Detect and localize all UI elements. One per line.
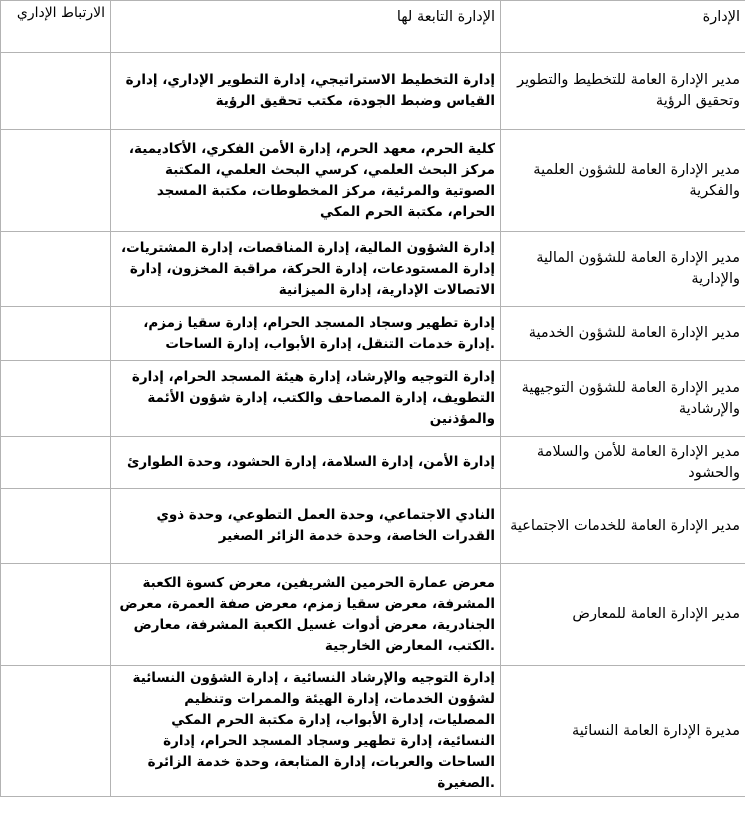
table-row [1,437,745,489]
link-cell [1,361,111,437]
department-cell: مدير الإدارة العامة للمعارض [501,564,745,666]
table-row [1,361,745,437]
subordinate-cell: إدارة الشؤون المالية، إدارة المناقصات، إدارة المشتريات، إدارة المستودعات، إدارة الحركة، مراقبة المخزون، إدارة الاتصالات الإدارية، إدارة الميزانية [111,232,501,307]
subordinate-cell: إدارة تطهير وسجاد المسجد الحرام، إدارة سقيا زمزم، إدارة خدمات التنقل، إدارة الأبواب، إدارة الساحات. [111,307,501,361]
table-header-row [1,1,745,53]
department-cell: مدير الإدارة العامة للشؤون المالية والإدارية [501,232,745,307]
link-cell [1,307,111,361]
department-cell: مدير الإدارة العامة للشؤون الخدمية [501,307,745,361]
table-row [1,307,745,361]
link-cell [1,232,111,307]
header-subordinate: الإدارة التابعة لها [111,1,501,53]
department-cell: مديرة الإدارة العامة النسائية [501,666,745,797]
link-cell [1,564,111,666]
department-cell: مدير الإدارة العامة للشؤون التوجيهية والإرشادية [501,361,745,437]
department-cell: مدير الإدارة العامة للأمن والسلامة والحشود [501,437,745,489]
link-cell [1,437,111,489]
link-cell [1,130,111,232]
department-cell: مدير الإدارة العامة للخدمات الاجتماعية [501,489,745,564]
header-department: الإدارة [501,1,745,53]
link-cell [1,53,111,130]
subordinate-cell: إدارة التخطيط الاستراتيجي، إدارة التطوير الإداري، إدارة القياس وضبط الجودة، مكتب تحقيق الرؤية [111,53,501,130]
table-row [1,130,745,232]
subordinate-cell: إدارة التوجيه والإرشاد النسائية ، إدارة الشؤون النسائية لشؤون الخدمات، إدارة الهيئة والممرات وتنظيم المصليات، إدارة الأبواب، إدارة مكتبة الحرم المكي النسائية، إدارة تطهير وسجاد المسجد الحرام، إدارة الساحات والعربات، إدارة المتابعة، وحدة خدمة الزائرة الصغيرة. [111,666,501,797]
table-row [1,666,745,797]
link-cell [1,666,111,797]
link-cell [1,489,111,564]
table-row [1,53,745,130]
subordinate-cell: معرض عمارة الحرمين الشريفين، معرض كسوة الكعبة المشرفة، معرض سقيا زمزم، معرض صفة العمرة، معرض الجنادرية، معرض أدوات غسيل الكعبة المشرفة، معارض الكتب، المعارض الخارجية. [111,564,501,666]
table-row [1,489,745,564]
department-cell: مدير الإدارة العامة للتخطيط والتطوير وتحقيق الرؤية [501,53,745,130]
subordinate-cell: كلية الحرم، معهد الحرم، إدارة الأمن الفكري، الأكاديمية، مركز البحث العلمي، كرسي البحث العلمي، المكتبة الصوتية والمرئية، مركز المخطوطات، مكتبة المسجد الحرام، مكتبة الحرم المكي [111,130,501,232]
subordinate-cell: النادي الاجتماعي، وحدة العمل التطوعي، وحدة ذوي القدرات الخاصة، وحدة خدمة الزائر الصغير [111,489,501,564]
table-row [1,564,745,666]
header-link: الارتباط الإداري [1,1,111,53]
subordinate-cell: إدارة التوجيه والإرشاد، إدارة هيئة المسجد الحرام، إدارة التطويف، إدارة المصاحف والكتب، إدارة شؤون الأئمة والمؤذنين [111,361,501,437]
subordinate-cell: إدارة الأمن، إدارة السلامة، إدارة الحشود، وحدة الطوارئ [111,437,501,489]
department-cell: مدير الإدارة العامة للشؤون العلمية والفكرية [501,130,745,232]
table-row [1,232,745,307]
